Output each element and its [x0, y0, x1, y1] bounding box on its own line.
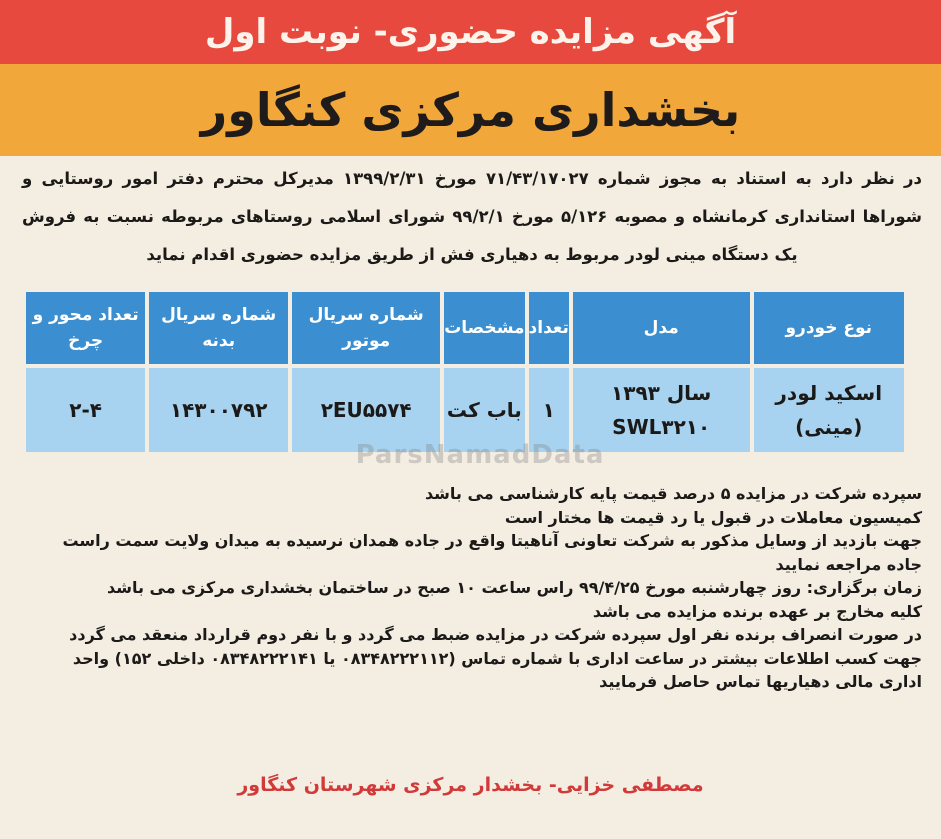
cell-quantity: ۱: [529, 368, 569, 452]
condition-item: جهت بازدید از وسایل مذکور به شرکت تعاونی آناهیتا واقع در جاده همدان نرسیده به میدان ولایت سمت راست: [62, 531, 922, 550]
signature: مصطفی خزایی- بخشدار مرکزی شهرستان کنگاور: [237, 774, 704, 796]
intro-paragraph: در نظر دارد به استناد به مجوز شماره ۷۱/۴۳/۱۷۰۲۷ مورخ ۱۳۹۹/۲/۳۱ مدیرکل محترم دفتر امور روستایی و شوراها استانداری کرمانشاه و مصوبه ۵/۱۲۶ مورخ ۹۹/۲/۱ شورای اسلامی روستاهای مربوطه نسبت به فروش یک دستگاه مینی لودر مربوط به دهیاری فش از طریق مزایده حضوری اقدام نماید: [22, 169, 922, 264]
header-axles-wheels: تعداد محور و چرخ: [26, 292, 145, 364]
condition-item: سپرده شرکت در مزایده ۵ درصد قیمت پایه کارشناسی می باشد: [424, 484, 922, 503]
cell-specs: باب کت: [444, 368, 524, 452]
cell-axles-wheels: ۲-۴: [26, 368, 145, 452]
condition-item: جاده مراجعه نمایید: [775, 554, 922, 574]
cell-model: سال ۱۳۹۳ SWL۳۲۱۰: [573, 368, 750, 452]
condition-item: جهت کسب اطلاعات بیشتر در ساعت اداری با شماره تماس (۰۸۳۴۸۲۲۲۱۱۲ یا ۰۸۳۴۸۲۲۲۱۴۱ داخلی ۱۵۲) واحد: [72, 648, 922, 668]
header-specs: مشخصات: [444, 292, 524, 364]
notice-type-title: آگهی مزایده حضوری- نوبت اول: [204, 12, 737, 52]
notice-type-banner: [0, 0, 941, 64]
conditions-list: [22, 482, 922, 694]
cell-engine-serial: ۲EU۵۵۷۴: [292, 368, 440, 452]
header-quantity: تعداد: [529, 292, 569, 364]
header-body-serial: شماره سریال بدنه: [149, 292, 288, 364]
condition-item: کمیسیون معاملات در قبول یا رد قیمت ها مختار است: [504, 507, 922, 527]
table-header-row: [26, 292, 904, 364]
header-vehicle-type: نوع خودرو: [754, 292, 904, 364]
condition-item: اداری مالی دهیاریها تماس حاصل فرمایید: [599, 672, 922, 691]
condition-item: در صورت انصراف برنده نفر اول سپرده شرکت در مزایده ضبط می گردد و با نفر دوم قرارداد منعقد می گردد: [69, 625, 922, 644]
organization-title: بخشداری مرکزی کنگاور: [200, 83, 741, 137]
condition-item: زمان برگزاری: روز چهارشنبه مورخ ۹۹/۴/۲۵ راس ساعت ۱۰ صبح در ساختمان بخشداری مرکزی می باشد: [106, 578, 922, 597]
organization-band: [0, 64, 941, 156]
cell-body-serial: ۱۴۳۰۰۷۹۲: [149, 368, 288, 452]
watermark: ParsNamadData: [355, 440, 605, 470]
condition-item: کلیه مخارج بر عهده برنده مزایده می باشد: [592, 601, 922, 621]
header-model: مدل: [573, 292, 750, 364]
cell-vehicle-type: اسکید لودر (مینی): [754, 368, 904, 452]
vehicle-table: [22, 288, 908, 456]
header-engine-serial: شماره سریال موتور: [292, 292, 440, 364]
